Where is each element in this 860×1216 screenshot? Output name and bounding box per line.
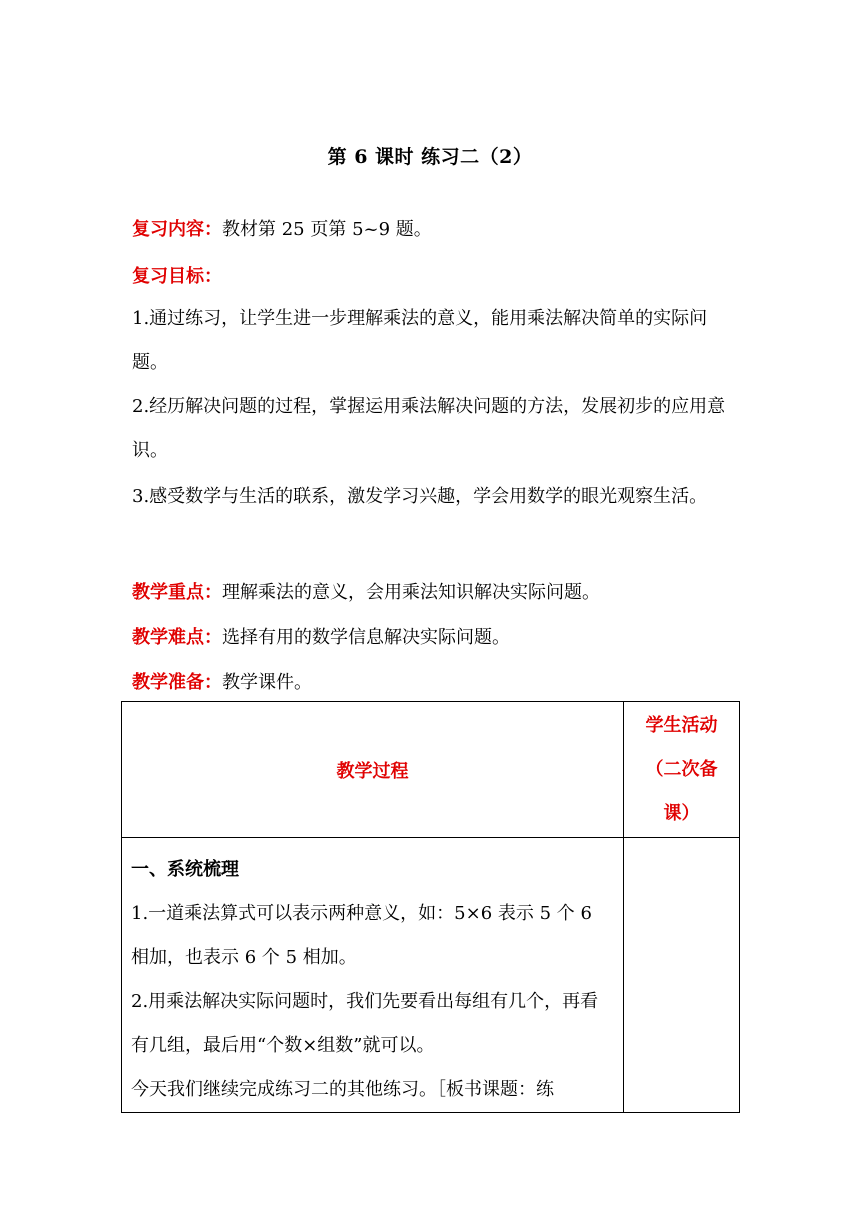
review-content-text: 教材第 25 页第 5~9 题。 xyxy=(222,219,432,240)
table-header-row xyxy=(122,702,740,838)
key-point-label: 教学重点： xyxy=(132,582,222,603)
table-body-row xyxy=(122,838,740,1113)
student-activity-header: 学生活动（二次备课） xyxy=(624,702,740,838)
review-goal-1: 1.通过练习，让学生进一步理解乘法的意义，能用乘法解决简单的实际问题。 xyxy=(132,308,708,373)
review-goals-label: 复习目标： xyxy=(132,266,222,287)
review-goal-2: 2.经历解决问题的过程，掌握运用乘法解决问题的方法，发展初步的应用意识。 xyxy=(132,396,726,461)
difficulty-label: 教学难点： xyxy=(132,627,222,648)
review-goal-3: 3.感受数学与生活的联系，激发学习兴趣，学会用数学的眼光观察生活。 xyxy=(132,486,708,507)
preparation-line xyxy=(132,668,312,694)
difficulty-line xyxy=(132,623,510,649)
section-title: 一、系统梳理 xyxy=(131,859,239,880)
key-point-text: 理解乘法的意义，会用乘法知识解决实际问题。 xyxy=(222,582,600,603)
paragraph-2: 2.用乘法解决实际问题时，我们先要看出每组有几个，再看有几组，最后用“个数×组数”就可以。 xyxy=(131,991,599,1056)
preparation-text: 教学课件。 xyxy=(222,672,312,693)
student-activity-cell xyxy=(624,838,740,1113)
difficulty-text: 选择有用的数学信息解决实际问题。 xyxy=(222,627,510,648)
page-title: 第 6 课时 练习二（2） xyxy=(327,146,533,168)
teaching-process-header: 教学过程 xyxy=(122,702,624,838)
teaching-process-cell xyxy=(122,838,624,1113)
teaching-plan-table xyxy=(121,701,740,1113)
review-content-line xyxy=(132,215,432,241)
preparation-label: 教学准备： xyxy=(132,672,222,693)
review-goals-heading xyxy=(132,262,222,288)
review-content-label: 复习内容： xyxy=(132,219,222,240)
paragraph-3: 今天我们继续完成练习二的其他练习。［板书课题：练 xyxy=(131,1079,554,1100)
key-point-line xyxy=(132,578,600,604)
paragraph-1: 1.一道乘法算式可以表示两种意义，如：5×6 表示 5 个 6 相加，也表示 6 个 5 相加。 xyxy=(131,903,592,968)
